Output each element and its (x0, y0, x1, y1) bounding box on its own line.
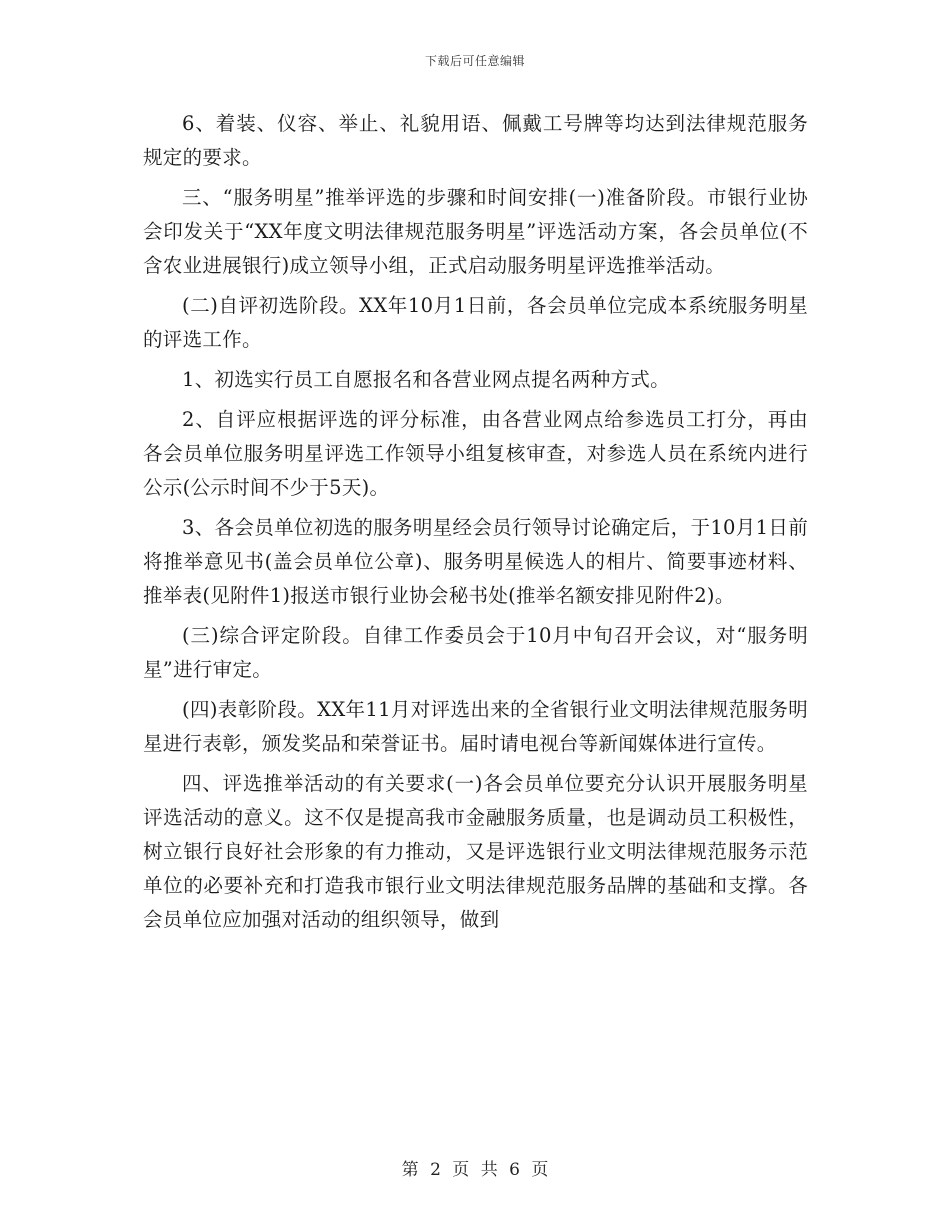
paragraph-section-four: 四、评选推举活动的有关要求(一)各会员单位要充分认识开展服务明星评选活动的意义。这不仅是提高我市金融服务质量，也是调动员工积极性，树立银行良好社会形象的有力推动，又是评选银行业文明法律规范服务示范单位的必要补充和打造我市银行业文明法律规范服务品牌的基础和支撑。各会员单位应加强对活动的组织领导，做到 (143, 772, 808, 931)
paragraph-comprehensive-evaluation: (三)综合评定阶段。自律工作委员会于10月中旬召开会议，对“服务明星”进行审定。 (143, 624, 808, 681)
paragraph-self-evaluation: (二)自评初选阶段。XX年10月1日前，各会员单位完成本系统服务明星的评选工作。 (143, 294, 808, 351)
paragraph-commendation: (四)表彰阶段。XX年11月对评选出来的全省银行业文明法律规范服务明星进行表彰，颁发奖品和荣誉证书。届时请电视台等新闻媒体进行宣传。 (143, 698, 808, 755)
paragraph-item-3: 3、各会员单位初选的服务明星经会员行领导讨论确定后，于10月1日前将推举意见书(盖会员单位公章)、服务明星候选人的相片、简要事迹材料、推举表(见附件1)报送市银行业协会秘书处(推举名额安排见附件2)。 (143, 516, 808, 607)
paragraph-item-1: 1、初选实行员工自愿报名和各营业网点提名两种方式。 (182, 368, 670, 391)
paragraph-item-2: 2、自评应根据评选的评分标准，由各营业网点给参选员工打分，再由各会员单位服务明星评选工作领导小组复核审查，对参选人员在系统内进行公示(公示时间不少于5天)。 (143, 408, 808, 499)
paragraph-section-three: 三、“服务明星”推举评选的步骤和时间安排(一)准备阶段。市银行业协会印发关于“XX年度文明法律规范服务明星”评选活动方案，各会员单位(不含农业进展银行)成立领导小组，正式启动服务明星评选推举活动。 (143, 186, 808, 277)
page-header: 下载后可任意编辑 (424, 54, 525, 68)
paragraph-dress-code: 6、着装、仪容、举止、礼貌用语、佩戴工号牌等均达到法律规范服务规定的要求。 (143, 112, 808, 169)
page-number: 第 2 页 共 6 页 (401, 1160, 549, 1180)
document-body (143, 107, 808, 943)
